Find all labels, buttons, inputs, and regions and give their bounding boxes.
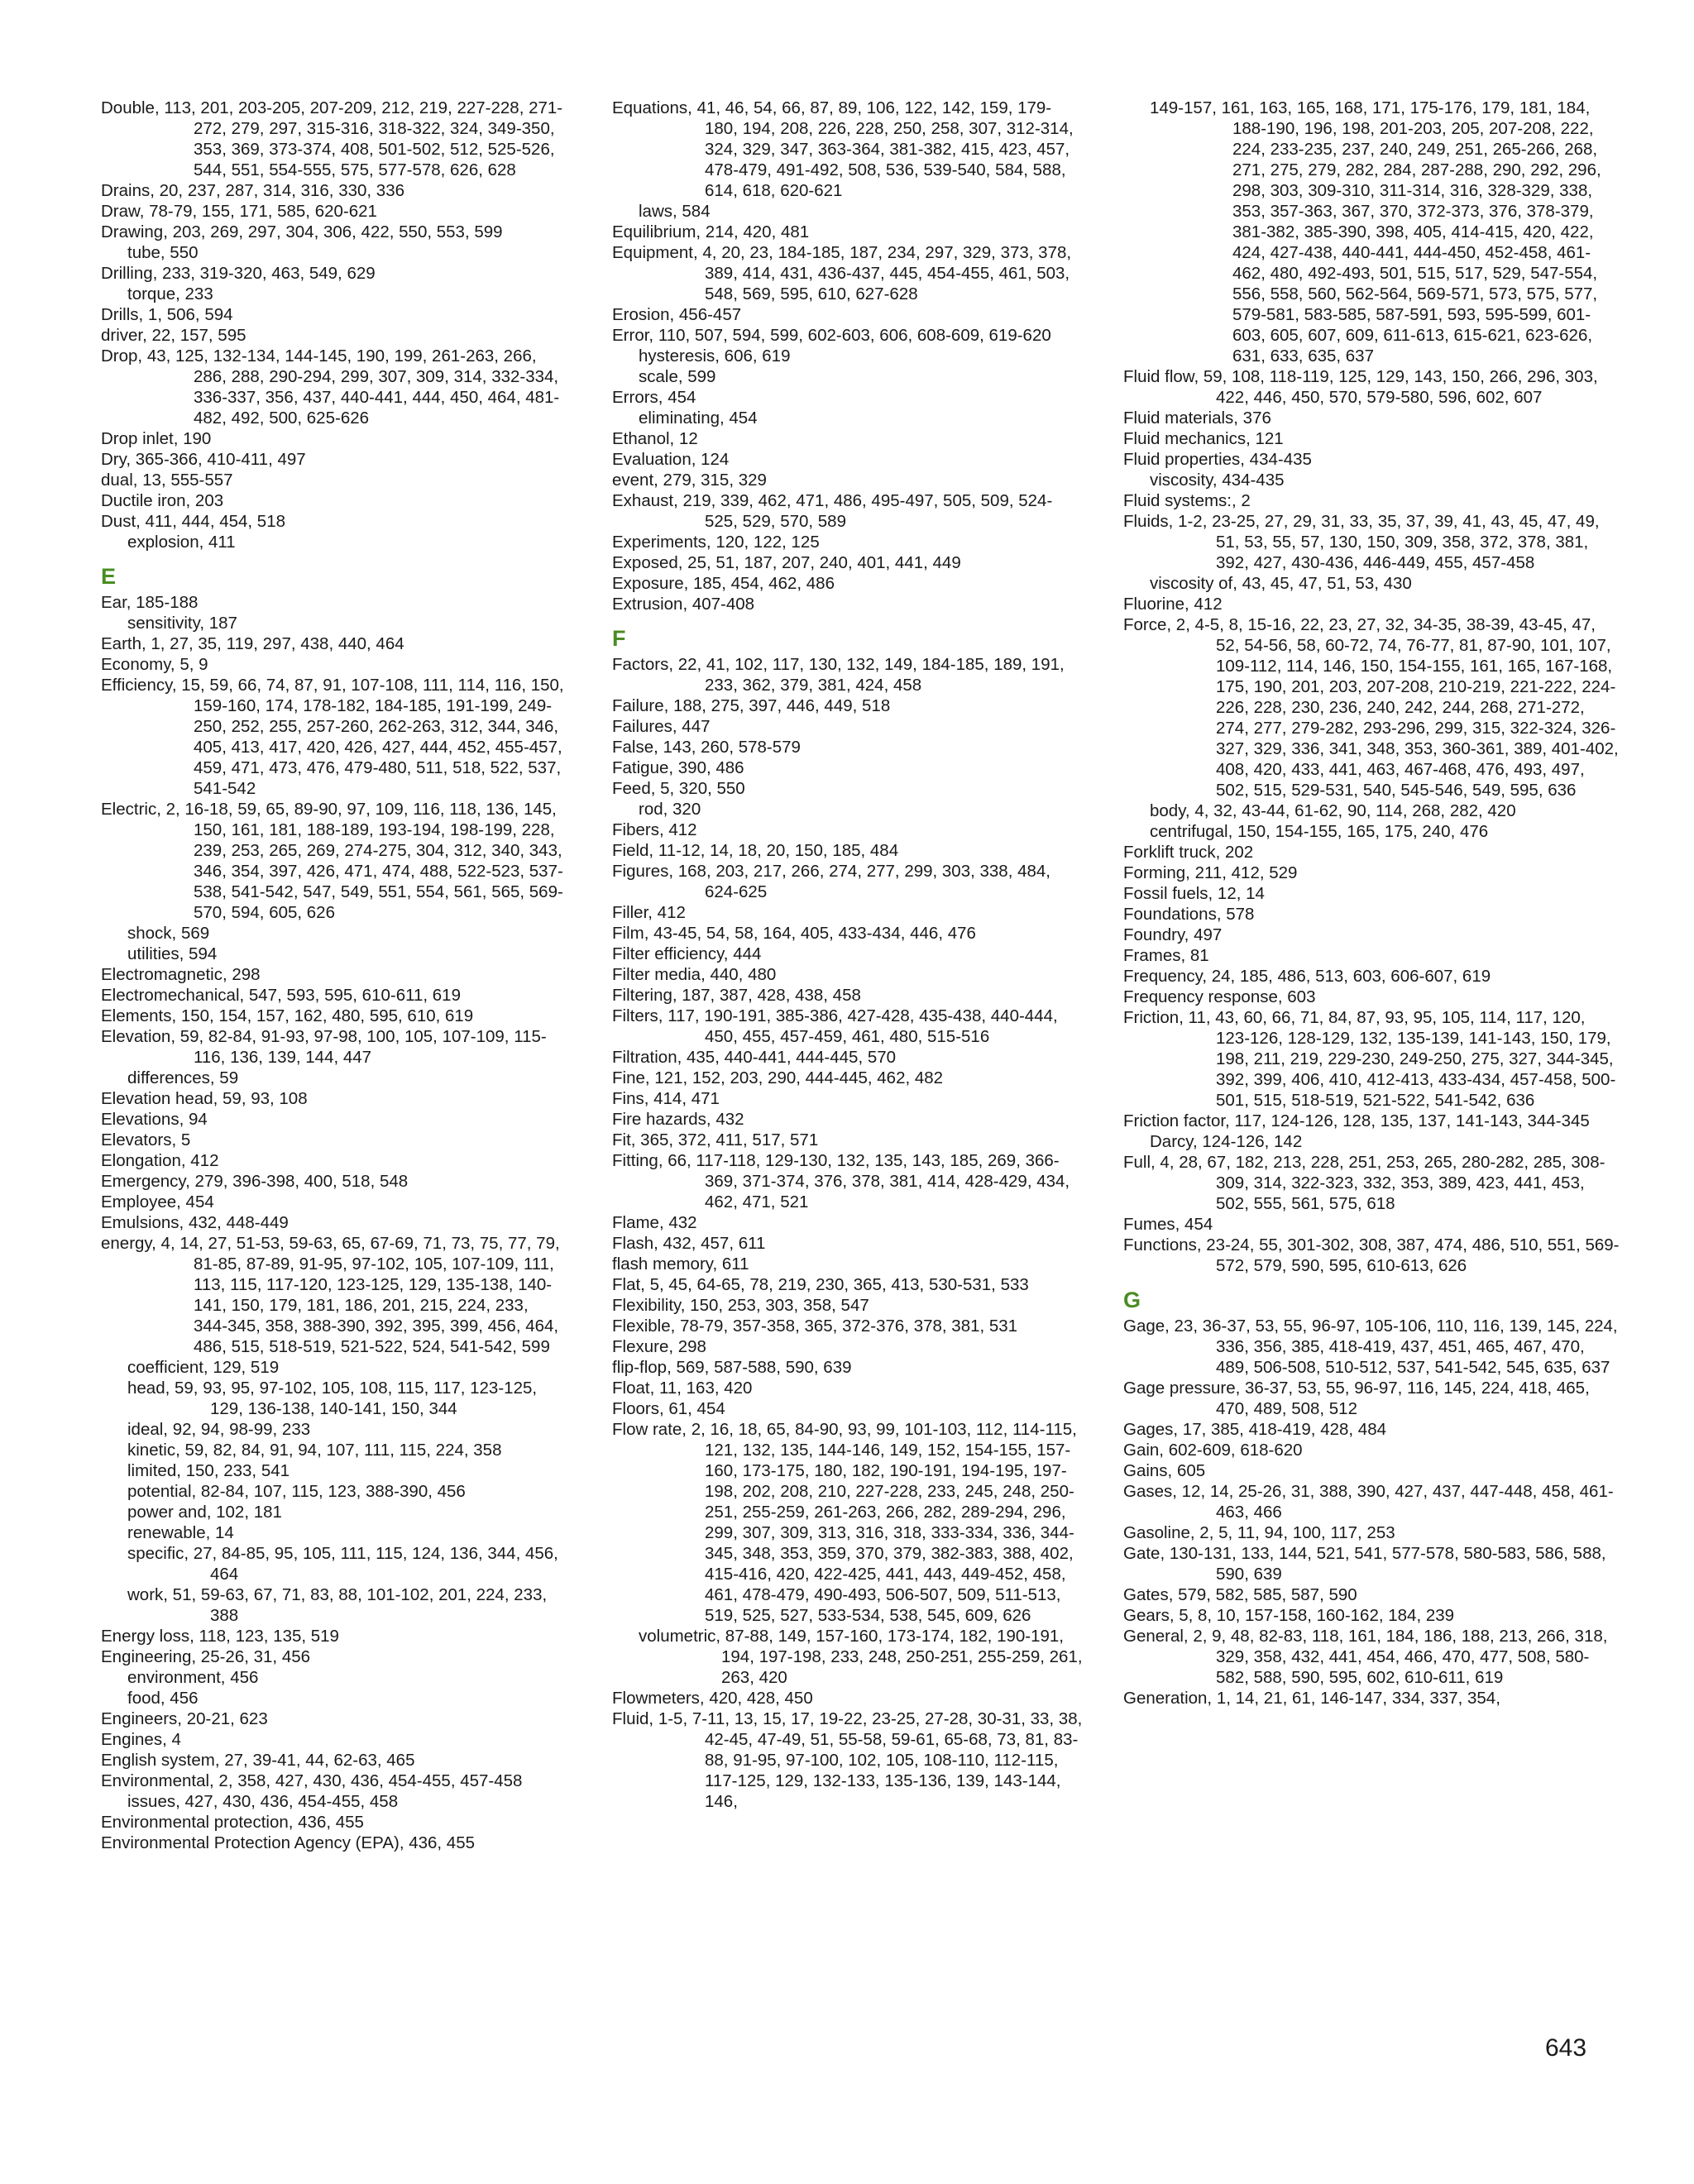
index-subentry: issues, 427, 430, 436, 454-455, 458 [127,1792,399,1811]
index-column-1 [101,98,564,1853]
index-subentry: shock, 569 [127,924,210,943]
index-entry: Errors, 454 [612,388,696,407]
index-entry: Equipment, 4, 20, 23, 184-185, 187, 234, 297, 329, 373, 378, 389, 414, 431, 436-437, 445, 454-455, 461, 503, 548, 569, 595, 610, 627-628 [612,243,1072,303]
index-entry: Ear, 185-188 [101,593,199,612]
index-entry: Fumes, 454 [1123,1215,1213,1234]
index-entry: Flash, 432, 457, 611 [612,1234,766,1253]
page-number: 643 [1545,2034,1587,2062]
index-entry: Film, 43-45, 54, 58, 164, 405, 433-434, 446, 476 [612,924,976,943]
index-subentry: volumetric, 87-88, 149, 157-160, 173-174, 182, 190-191, 194, 197-198, 233, 248, 250-251, 255-259, 261, 263, 420 [639,1627,1083,1687]
index-entry: General, 2, 9, 48, 82-83, 118, 161, 184, 186, 188, 213, 266, 318, 329, 358, 432, 441, 454, 466, 470, 477, 508, 580-582, 588, 590, 595, 602, 610-611, 619 [1123,1627,1608,1687]
index-entry: Extrusion, 407-408 [612,595,755,614]
index-subentry: specific, 27, 84-85, 95, 105, 111, 115, 124, 136, 344, 456, 464 [127,1544,558,1584]
index-entry: Fit, 365, 372, 411, 517, 571 [612,1130,819,1149]
index-entry: Fine, 121, 152, 203, 290, 444-445, 462, 482 [612,1068,944,1087]
index-entry: event, 279, 315, 329 [612,471,767,490]
index-entry: Exposure, 185, 454, 462, 486 [612,574,835,593]
index-entry: Flow rate, 2, 16, 18, 65, 84-90, 93, 99, 101-103, 112, 114-115, 121, 132, 135, 144-146, 149, 152, 154-155, 157-160, 173-175, 180, 182, 190-191, 194-195, 197-198, 202, 208, 210, 227-228, 233, 245, 248, 250-251, 255-259, 261-263, 266, 282, 289-294, 296, 299, 307, 309, 313, 316, 318, 333-334, 336, 344-345, 348, 353, 359, 370, 379, 382-383, 388, 402, 415-416, 420, 422-425, 441, 443, 449-452, 458, 461, 478-479, 490-493, 506-507, 509, 511-513, 519, 525, 527, 533-534, 538, 545, 609, 626 [612,1420,1077,1625]
index-entry: Draw, 78-79, 155, 171, 585, 620-621 [101,202,377,221]
index-entry: Full, 4, 28, 67, 182, 213, 228, 251, 253, 265, 280-282, 285, 308-309, 314, 322-323, 332, 353, 389, 423, 441, 453, 502, 555, 561, 575, 618 [1123,1153,1605,1213]
index-entry: Flexibility, 150, 253, 303, 358, 547 [612,1296,869,1315]
index-entry: Fibers, 412 [612,820,697,839]
index-entry: Electric, 2, 16-18, 59, 65, 89-90, 97, 109, 116, 118, 136, 145, 150, 161, 181, 188-189, 193-194, 198-199, 228, 239, 253, 265, 269, 274-275, 304, 312, 340, 343, 346, 354, 397, 426, 471, 474, 488, 522-523, 537-538, 541-542, 547, 549, 551, 554, 561, 565, 569-570, 594, 605, 626 [101,800,563,922]
index-entry: Failures, 447 [612,717,711,736]
index-subentry: viscosity, 434-435 [1150,471,1285,490]
index-entry: Field, 11-12, 14, 18, 20, 150, 185, 484 [612,841,899,860]
index-entry: Emergency, 279, 396-398, 400, 518, 548 [101,1172,409,1191]
index-entry: Fire hazards, 432 [612,1110,744,1129]
index-entry: Flexure, 298 [612,1337,706,1356]
index-entry: Double, 113, 201, 203-205, 207-209, 212, 219, 227-228, 271-272, 279, 297, 315-316, 318-322, 324, 349-350, 353, 369, 373-374, 408, 501-502, 512, 525-526, 544, 551, 554-555, 575, 577-578, 626, 628 [101,98,563,179]
index-entry: Fluid materials, 376 [1123,409,1271,428]
index-entry: Drop inlet, 190 [101,429,212,448]
index-subentry: limited, 150, 233, 541 [127,1461,290,1480]
index-entry: Electromagnetic, 298 [101,965,261,984]
index-entry: Drop, 43, 125, 132-134, 144-145, 190, 199, 261-263, 266, 286, 288, 290-294, 299, 307, 309, 314, 332-334, 336-337, 356, 437, 440-441, 444, 450, 464, 481-482, 492, 500, 625-626 [101,346,560,428]
index-entry: Energy loss, 118, 123, 135, 519 [101,1627,339,1646]
index-entry: Figures, 168, 203, 217, 266, 274, 277, 299, 303, 338, 484, 624-625 [612,862,1050,901]
index-entry: Environmental, 2, 358, 427, 430, 436, 454-455, 457-458 [101,1771,523,1790]
index-subentry: scale, 599 [639,367,716,386]
index-entry: Foundry, 497 [1123,925,1223,944]
index-entry: Gasoline, 2, 5, 11, 94, 100, 117, 253 [1123,1523,1395,1542]
index-entry: Dust, 411, 444, 454, 518 [101,512,286,531]
index-entry: Electromechanical, 547, 593, 595, 610-611, 619 [101,986,461,1005]
index-entry: Gates, 579, 582, 585, 587, 590 [1123,1585,1357,1604]
index-entry: Frames, 81 [1123,946,1209,965]
index-entry: Friction, 11, 43, 60, 66, 71, 84, 87, 93, 95, 105, 114, 117, 120, 123-126, 128-129, 132, 135-139, 141-143, 150, 179, 198, 211, 219, 229-230, 249-250, 275, 327, 344-345, 392, 399, 406, 410, 412-413, 433-434, 457-458, 500-501, 515, 518-519, 521-522, 541-542, 636 [1123,1008,1616,1110]
index-entry: Drawing, 203, 269, 297, 304, 306, 422, 550, 553, 599 [101,222,503,241]
index-entry: Filter efficiency, 444 [612,944,762,963]
index-subentry: viscosity of, 43, 45, 47, 51, 53, 430 [1150,574,1412,593]
index-entry: Fluid systems:, 2 [1123,491,1251,510]
index-subentry: renewable, 14 [127,1523,234,1542]
index-column-3 [1123,98,1620,1708]
index-entry: Fitting, 66, 117-118, 129-130, 132, 135, 143, 185, 269, 366-369, 371-374, 376, 378, 381, 414, 428-429, 434, 462, 471, 521 [612,1151,1070,1211]
index-entry: Economy, 5, 9 [101,655,208,674]
index-subentry: torque, 233 [127,284,213,303]
index-subentry: ideal, 92, 94, 98-99, 233 [127,1420,311,1439]
index-entry: Equilibrium, 214, 420, 481 [612,222,810,241]
index-entry: Elevation head, 59, 93, 108 [101,1089,308,1108]
index-subentry: rod, 320 [639,800,701,819]
index-entry: Gears, 5, 8, 10, 157-158, 160-162, 184, 239 [1123,1606,1455,1625]
index-subentry: tube, 550 [127,243,199,262]
index-entry: Functions, 23-24, 55, 301-302, 308, 387, 474, 486, 510, 551, 569-572, 579, 590, 595, 610-613, 626 [1123,1235,1620,1275]
index-entry: Fluid, 1-5, 7-11, 13, 15, 17, 19-22, 23-25, 27-28, 30-31, 33, 38, 42-45, 47-49, 51, 55-58, 59-61, 65-68, 73, 81, 83-88, 91-95, 97-100, 102, 105, 108-110, 112-115, 117-125, 129, 132-133, 135-136, 139, 143-144, 146, [612,1709,1083,1811]
index-entry: Forklift truck, 202 [1123,843,1254,862]
index-entry: Filters, 117, 190-191, 385-386, 427-428, 435-438, 440-444, 450, 455, 457-459, 461, 480, 515-516 [612,1006,1058,1046]
index-entry: Drills, 1, 506, 594 [101,305,233,324]
index-entry: Elevations, 94 [101,1110,208,1129]
index-entry: Drains, 20, 237, 287, 314, 316, 330, 336 [101,181,404,200]
section-letter-heading: F [612,626,626,651]
index-entry: Experiments, 120, 122, 125 [612,533,820,552]
index-entry: Filler, 412 [612,903,686,922]
index-subentry: coefficient, 129, 519 [127,1358,280,1377]
index-entry: Frequency response, 603 [1123,987,1316,1006]
index-entry: Fluids, 1-2, 23-25, 27, 29, 31, 33, 35, 37, 39, 41, 43, 45, 47, 49, 51, 53, 55, 57, 130, 150, 309, 358, 372, 378, 381, 392, 427, 430-436, 446-449, 455, 457-458 [1123,512,1600,572]
index-entry: Elements, 150, 154, 157, 162, 480, 595, 610, 619 [101,1006,474,1025]
index-subentry: environment, 456 [127,1668,259,1687]
index-entry: Gases, 12, 14, 25-26, 31, 388, 390, 427, 437, 447-448, 458, 461-463, 466 [1123,1482,1614,1522]
index-entry: Environmental protection, 436, 455 [101,1813,364,1832]
index-subentry: hysteresis, 606, 619 [639,346,791,366]
index-entry: Exhaust, 219, 339, 462, 471, 486, 495-497, 505, 509, 524-525, 529, 570, 589 [612,491,1053,531]
index-entry: Gage pressure, 36-37, 53, 55, 96-97, 116, 145, 224, 418, 465, 470, 489, 508, 512 [1123,1379,1590,1418]
index-entry: Fluid flow, 59, 108, 118-119, 125, 129, 143, 150, 266, 296, 303, 422, 446, 450, 570, 579-580, 596, 602, 607 [1123,367,1598,407]
index-subentry: potential, 82-84, 107, 115, 123, 388-390, 456 [127,1482,466,1501]
index-entry: flash memory, 611 [612,1254,749,1274]
index-entry: Engineers, 20-21, 623 [101,1709,268,1728]
index-subentry: kinetic, 59, 82, 84, 91, 94, 107, 111, 115, 224, 358 [127,1441,502,1460]
index-entry: flip-flop, 569, 587-588, 590, 639 [612,1358,852,1377]
index-entry: Gains, 605 [1123,1461,1206,1480]
index-entry: English system, 27, 39-41, 44, 62-63, 465 [101,1751,415,1770]
index-entry: Float, 11, 163, 420 [612,1379,753,1398]
index-entry: Flat, 5, 45, 64-65, 78, 219, 230, 365, 413, 530-531, 533 [612,1275,1029,1294]
index-entry: Ductile iron, 203 [101,491,224,510]
index-entry: Flame, 432 [612,1213,697,1232]
section-letter-heading: E [101,564,117,589]
index-entry: Drilling, 233, 319-320, 463, 549, 629 [101,264,376,283]
index-entry: Erosion, 456-457 [612,305,742,324]
index-entry: Friction factor, 117, 124-126, 128, 135, 137, 141-143, 344-345 [1123,1111,1590,1130]
section-letter-heading: G [1123,1288,1141,1312]
index-entry: Gage, 23, 36-37, 53, 55, 96-97, 105-106, 110, 116, 139, 145, 224, 336, 356, 385, 418-419, 437, 451, 465, 467, 470, 489, 506-508, 510-512, 537, 541-542, 545, 635, 637 [1123,1317,1618,1377]
index-entry: Dry, 365-366, 410-411, 497 [101,450,306,469]
index-entry: energy, 4, 14, 27, 51-53, 59-63, 65, 67-69, 71, 73, 75, 77, 79, 81-85, 87-89, 91-95, 97-102, 105, 107-109, 111, 113, 115, 117-120, 123-125, 129, 135-138, 140-141, 150, 179, 181, 186, 201, 215, 224, 233, 344-345, 358, 388-390, 392, 395, 399, 456, 464, 486, 515, 518-519, 521-522, 524, 541-542, 599 [101,1234,560,1356]
index-entry: Engineering, 25-26, 31, 456 [101,1647,311,1666]
index-subentry: eliminating, 454 [639,409,758,428]
index-subentry: power and, 102, 181 [127,1503,282,1522]
index-entry: Generation, 1, 14, 21, 61, 146-147, 334, 337, 354, [1123,1689,1500,1708]
index-subentry: food, 456 [127,1689,199,1708]
index-entry: Gain, 602-609, 618-620 [1123,1441,1303,1460]
index-entry: Fluid mechanics, 121 [1123,429,1284,448]
index-entry: Equations, 41, 46, 54, 66, 87, 89, 106, 122, 142, 159, 179-180, 194, 208, 226, 228, 250, 258, 307, 312-314, 324, 329, 347, 363-364, 381-382, 415, 423, 457, 478-479, 491-492, 508, 536, 539-540, 584, 588, 614, 618, 620-621 [612,98,1074,200]
index-entry: Elevation, 59, 82-84, 91-93, 97-98, 100, 105, 107-109, 115-116, 136, 139, 144, 447 [101,1027,547,1067]
index-entry: Feed, 5, 320, 550 [612,779,745,798]
index-subentry: differences, 59 [127,1068,239,1087]
index-entry: Environmental Protection Agency (EPA), 436, 455 [101,1833,476,1852]
index-entry: Force, 2, 4-5, 8, 15-16, 22, 23, 27, 32, 34-35, 38-39, 43-45, 47, 52, 54-56, 58, 60-72, 74, 76-77, 81, 87-90, 101, 107, 109-112, 114, 146, 150, 154-155, 161, 165, 167-168, 175, 190, 201, 203, 207-208, 210-219, 221-222, 224-226, 228, 230, 236, 240, 242, 244, 268, 271-272, 274, 277, 279-282, 293-296, 299, 315, 322-324, 326-327, 329, 336, 341, 348, 353, 360-361, 389, 401-402, 408, 420, 433, 441, 463, 467-468, 476, 493, 497, 502, 515, 529-531, 540, 545-546, 549, 595, 636 [1123,615,1619,800]
index-entry: Filtration, 435, 440-441, 444-445, 570 [612,1048,897,1067]
index-entry: Filtering, 187, 387, 428, 438, 458 [612,986,861,1005]
index-subentry: head, 59, 93, 95, 97-102, 105, 108, 115, 117, 123-125, 129, 136-138, 140-141, 150, 344 [127,1379,538,1418]
index-entry: Fatigue, 390, 486 [612,758,744,777]
index-entry: Fluid properties, 434-435 [1123,450,1312,469]
index-column-2 [612,98,1084,1812]
index-entry: Floors, 61, 454 [612,1399,725,1418]
index-subentry: work, 51, 59-63, 67, 71, 83, 88, 101-102, 201, 224, 233, 388 [127,1585,548,1625]
index-entry: Elevators, 5 [101,1130,191,1149]
index-entry: Flexible, 78-79, 357-358, 365, 372-376, 378, 381, 531 [612,1317,1018,1336]
index-entry: False, 143, 260, 578-579 [612,738,801,757]
index-entry: Elongation, 412 [101,1151,219,1170]
index-subentry: body, 4, 32, 43-44, 61-62, 90, 114, 268, 282, 420 [1150,801,1516,820]
index-entry: Earth, 1, 27, 35, 119, 297, 438, 440, 464 [101,634,404,653]
index-entry: Factors, 22, 41, 102, 117, 130, 132, 149, 184-185, 189, 191, 233, 362, 379, 381, 424, 458 [612,655,1065,695]
index-entry: Fins, 414, 471 [612,1089,720,1108]
index-entry: Foundations, 578 [1123,905,1255,924]
index-entry: Flowmeters, 420, 428, 450 [612,1689,813,1708]
index-entry: Fossil fuels, 12, 14 [1123,884,1265,903]
index-entry: driver, 22, 157, 595 [101,326,246,345]
index-subentry: laws, 584 [639,202,711,221]
index-entry: Gages, 17, 385, 418-419, 428, 484 [1123,1420,1387,1439]
index-entry: Fluorine, 412 [1123,595,1223,614]
index-subentry: sensitivity, 187 [127,614,237,633]
index-entry: Failure, 188, 275, 397, 446, 449, 518 [612,696,891,715]
index-entry: Engines, 4 [101,1730,181,1749]
index-entry: Frequency, 24, 185, 486, 513, 603, 606-607, 619 [1123,967,1491,986]
index-subentry: Darcy, 124-126, 142 [1150,1132,1303,1151]
index-entry: Emulsions, 432, 448-449 [101,1213,289,1232]
index-entry: Gate, 130-131, 133, 144, 521, 541, 577-578, 580-583, 586, 588, 590, 639 [1123,1544,1606,1584]
index-entry: dual, 13, 555-557 [101,471,233,490]
index-entry: Ethanol, 12 [612,429,698,448]
index-entry-continuation: 149-157, 161, 163, 165, 168, 171, 175-176, 179, 181, 184, 188-190, 196, 198, 201-203, 205, 207-208, 222, 224, 233-235, 237, 240, 249, 251, 265-266, 268, 271, 275, 279, 282, 284, 287-288, 290, 292, 296, 298, 303, 309-310, 311-314, 316, 328-329, 338, 353, 357-363, 367, 370, 372-373, 376, 378-379, 381-382, 385-390, 398, 405, 414-415, 420, 422, 424, 427-438, 440-441, 444-450, 452-458, 461-462, 480, 492-493, 501, 515, 517, 529, 547-554, 556, 558, 560, 562-564, 569-571, 573, 575, 577, 579-581, 583-585, 587-591, 593, 595-599, 601-603, 605, 607, 609, 611-613, 615-621, 623-626, 631, 633, 635, 637 [1150,98,1601,366]
index-entry: Employee, 454 [101,1192,214,1211]
index-entry: Evaluation, 124 [612,450,730,469]
index-entry: Forming, 211, 412, 529 [1123,863,1298,882]
index-subentry: explosion, 411 [127,533,236,552]
index-entry: Filter media, 440, 480 [612,965,777,984]
index-entry: Exposed, 25, 51, 187, 207, 240, 401, 441, 449 [612,553,961,572]
index-subentry: centrifugal, 150, 154-155, 165, 175, 240, 476 [1150,822,1489,841]
index-subentry: utilities, 594 [127,944,218,963]
index-entry: Efficiency, 15, 59, 66, 74, 87, 91, 107-108, 111, 114, 116, 150, 159-160, 174, 178-182, 184-185, 191-199, 249-250, 252, 255, 257-260, 262-263, 312, 344, 346, 405, 413, 417, 420, 426, 427, 444, 452, 455-457, 459, 471, 473, 476, 479-480, 511, 518, 522, 537, 541-542 [101,676,564,798]
index-entry: Error, 110, 507, 594, 599, 602-603, 606, 608-609, 619-620 [612,326,1051,345]
